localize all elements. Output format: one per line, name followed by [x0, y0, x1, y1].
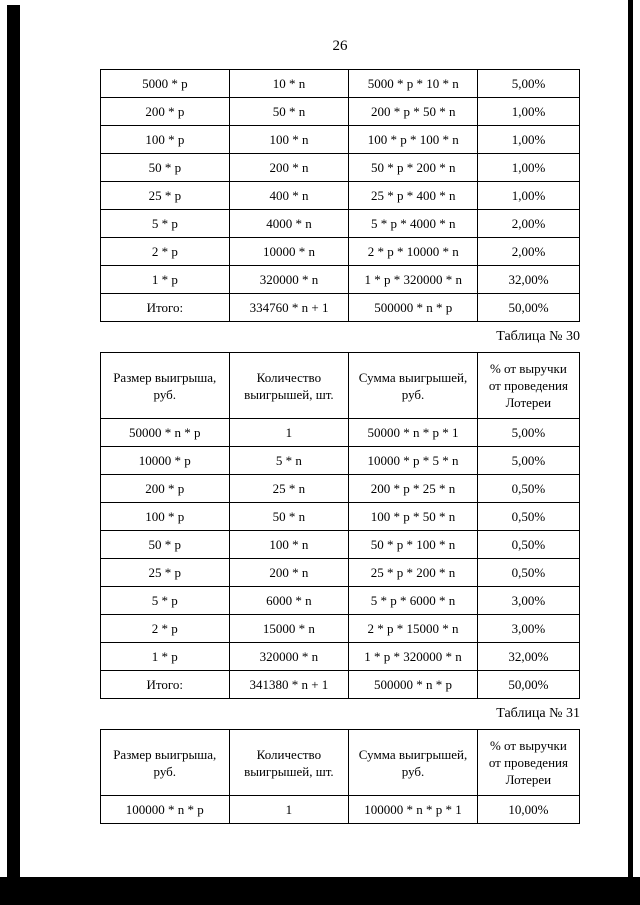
- table-cell: 50 * р: [101, 154, 230, 182]
- table-cell: 5,00%: [477, 447, 579, 475]
- table-cell: 2 * р * 15000 * n: [349, 615, 478, 643]
- table-cell: 100 * р: [101, 503, 230, 531]
- table-cell: 5 * р * 6000 * n: [349, 587, 478, 615]
- table-cell: 1,00%: [478, 126, 580, 154]
- table-cell: 50000 * n * р * 1: [349, 419, 478, 447]
- table-cell: 50,00%: [478, 294, 580, 322]
- table-cell: 200 * n: [229, 154, 349, 182]
- table-cell: 1 * р: [101, 643, 230, 671]
- table-cell: 50,00%: [477, 671, 579, 699]
- table-cell: 5,00%: [477, 419, 579, 447]
- table-row: [101, 182, 580, 210]
- table-row: [101, 475, 580, 503]
- table-cell: 200 * р: [101, 475, 230, 503]
- column-header: % от выручки от проведения Лотереи: [477, 353, 579, 419]
- table-header-row: [101, 730, 580, 796]
- table-cell: 10000 * n: [229, 238, 349, 266]
- table-cell: 25 * р * 200 * n: [349, 559, 478, 587]
- table-row: [101, 643, 580, 671]
- table-cell: 2 * р: [101, 238, 230, 266]
- column-header: Размер выигрыша, руб.: [101, 353, 230, 419]
- table-cell: 400 * n: [229, 182, 349, 210]
- table-cell: 341380 * n + 1: [229, 671, 349, 699]
- table-cell: 100 * n: [229, 531, 349, 559]
- table-cell: 50 * р * 100 * n: [349, 531, 478, 559]
- table-cell: 1: [229, 419, 349, 447]
- table-cell: 320000 * n: [229, 266, 349, 294]
- scan-edge-left: [7, 5, 20, 905]
- table-row: [101, 587, 580, 615]
- table-cell: 5000 * р * 10 * n: [349, 70, 478, 98]
- table-continued: [100, 69, 580, 322]
- table-cell: 0,50%: [477, 475, 579, 503]
- table-cell: Итого:: [101, 671, 230, 699]
- column-header: Количество выигрышей, шт.: [229, 730, 349, 796]
- column-header: Сумма выигрышей, руб.: [349, 353, 478, 419]
- table-30: [100, 352, 580, 699]
- table-cell: 1: [229, 796, 349, 824]
- table-cell: 500000 * n * р: [349, 671, 478, 699]
- table-cell: 32,00%: [478, 266, 580, 294]
- table-cell: 25 * n: [229, 475, 349, 503]
- table-cell: 0,50%: [477, 559, 579, 587]
- scan-edge-right: [628, 0, 633, 905]
- table-cell: 25 * р: [101, 182, 230, 210]
- column-header: Количество выигрышей, шт.: [229, 353, 349, 419]
- table-row: [101, 796, 580, 824]
- table-cell: 1 * р * 320000 * n: [349, 266, 478, 294]
- column-header: Размер выигрыша, руб.: [101, 730, 230, 796]
- table-cell: 32,00%: [477, 643, 579, 671]
- table-cell: 10000 * р * 5 * n: [349, 447, 478, 475]
- table-cell: 1,00%: [478, 154, 580, 182]
- table-cell: 25 * р: [101, 559, 230, 587]
- table-row: [101, 419, 580, 447]
- table-cell: 100 * р: [101, 126, 230, 154]
- table-row: [101, 559, 580, 587]
- table-row: [101, 238, 580, 266]
- table-cell: 200 * р: [101, 98, 230, 126]
- table-cell: 334760 * n + 1: [229, 294, 349, 322]
- table-cell: 200 * р * 25 * n: [349, 475, 478, 503]
- table-cell: 15000 * n: [229, 615, 349, 643]
- table-cell: 5 * n: [229, 447, 349, 475]
- table-cell: 1 * р: [101, 266, 230, 294]
- table-cell: 5 * р * 4000 * n: [349, 210, 478, 238]
- table-cell: 5000 * р: [101, 70, 230, 98]
- table-cell: 100000 * n * р * 1: [349, 796, 478, 824]
- table-cell: 10,00%: [477, 796, 579, 824]
- table-row: [101, 447, 580, 475]
- table-cell: 100 * р * 50 * n: [349, 503, 478, 531]
- table-cell: 200 * n: [229, 559, 349, 587]
- table-31: [100, 729, 580, 824]
- table-cell: 5,00%: [478, 70, 580, 98]
- table-row: [101, 154, 580, 182]
- table-cell: 50 * n: [229, 98, 349, 126]
- table-cell: 3,00%: [477, 615, 579, 643]
- table-cell: 5 * р: [101, 587, 230, 615]
- column-header: Сумма выигрышей, руб.: [349, 730, 478, 796]
- table-cell: 2 * р: [101, 615, 230, 643]
- table-cell: 2 * р * 10000 * n: [349, 238, 478, 266]
- table-cell: 100 * n: [229, 126, 349, 154]
- table-cell: 2,00%: [478, 238, 580, 266]
- table-row: [101, 294, 580, 322]
- table-cell: 50 * р * 200 * n: [349, 154, 478, 182]
- table-cell: 0,50%: [477, 503, 579, 531]
- table-cell: 1 * р * 320000 * n: [349, 643, 478, 671]
- column-header: % от выручки от проведения Лотереи: [477, 730, 579, 796]
- table-cell: 200 * р * 50 * n: [349, 98, 478, 126]
- table-row: [101, 266, 580, 294]
- table-cell: 50000 * n * р: [101, 419, 230, 447]
- table-caption-31: Таблица № 31: [496, 706, 580, 721]
- table-cell: 500000 * n * р: [349, 294, 478, 322]
- table-cell: 100 * р * 100 * n: [349, 126, 478, 154]
- table-cell: 1,00%: [478, 98, 580, 126]
- table-cell: 6000 * n: [229, 587, 349, 615]
- table-cell: 0,50%: [477, 531, 579, 559]
- table-header-row: [101, 353, 580, 419]
- table-row: [101, 615, 580, 643]
- table-cell: 1,00%: [478, 182, 580, 210]
- table-row: [101, 210, 580, 238]
- table-row: [101, 671, 580, 699]
- table-cell: 10000 * р: [101, 447, 230, 475]
- page-content: [100, 0, 580, 824]
- table-cell: 3,00%: [477, 587, 579, 615]
- table-cell: 4000 * n: [229, 210, 349, 238]
- table-cell: 50 * р: [101, 531, 230, 559]
- table-row: [101, 503, 580, 531]
- table-row: [101, 126, 580, 154]
- table-row: [101, 98, 580, 126]
- table-cell: 5 * р: [101, 210, 230, 238]
- table-cell: 50 * n: [229, 503, 349, 531]
- table-caption-30: Таблица № 30: [496, 329, 580, 344]
- table-cell: 2,00%: [478, 210, 580, 238]
- page-number: 26: [332, 38, 348, 54]
- table-row: [101, 531, 580, 559]
- table-row: [101, 70, 580, 98]
- table-cell: Итого:: [101, 294, 230, 322]
- scan-edge-bottom: [0, 877, 640, 905]
- table-cell: 10 * n: [229, 70, 349, 98]
- table-cell: 320000 * n: [229, 643, 349, 671]
- table-cell: 100000 * n * р: [101, 796, 230, 824]
- table-cell: 25 * р * 400 * n: [349, 182, 478, 210]
